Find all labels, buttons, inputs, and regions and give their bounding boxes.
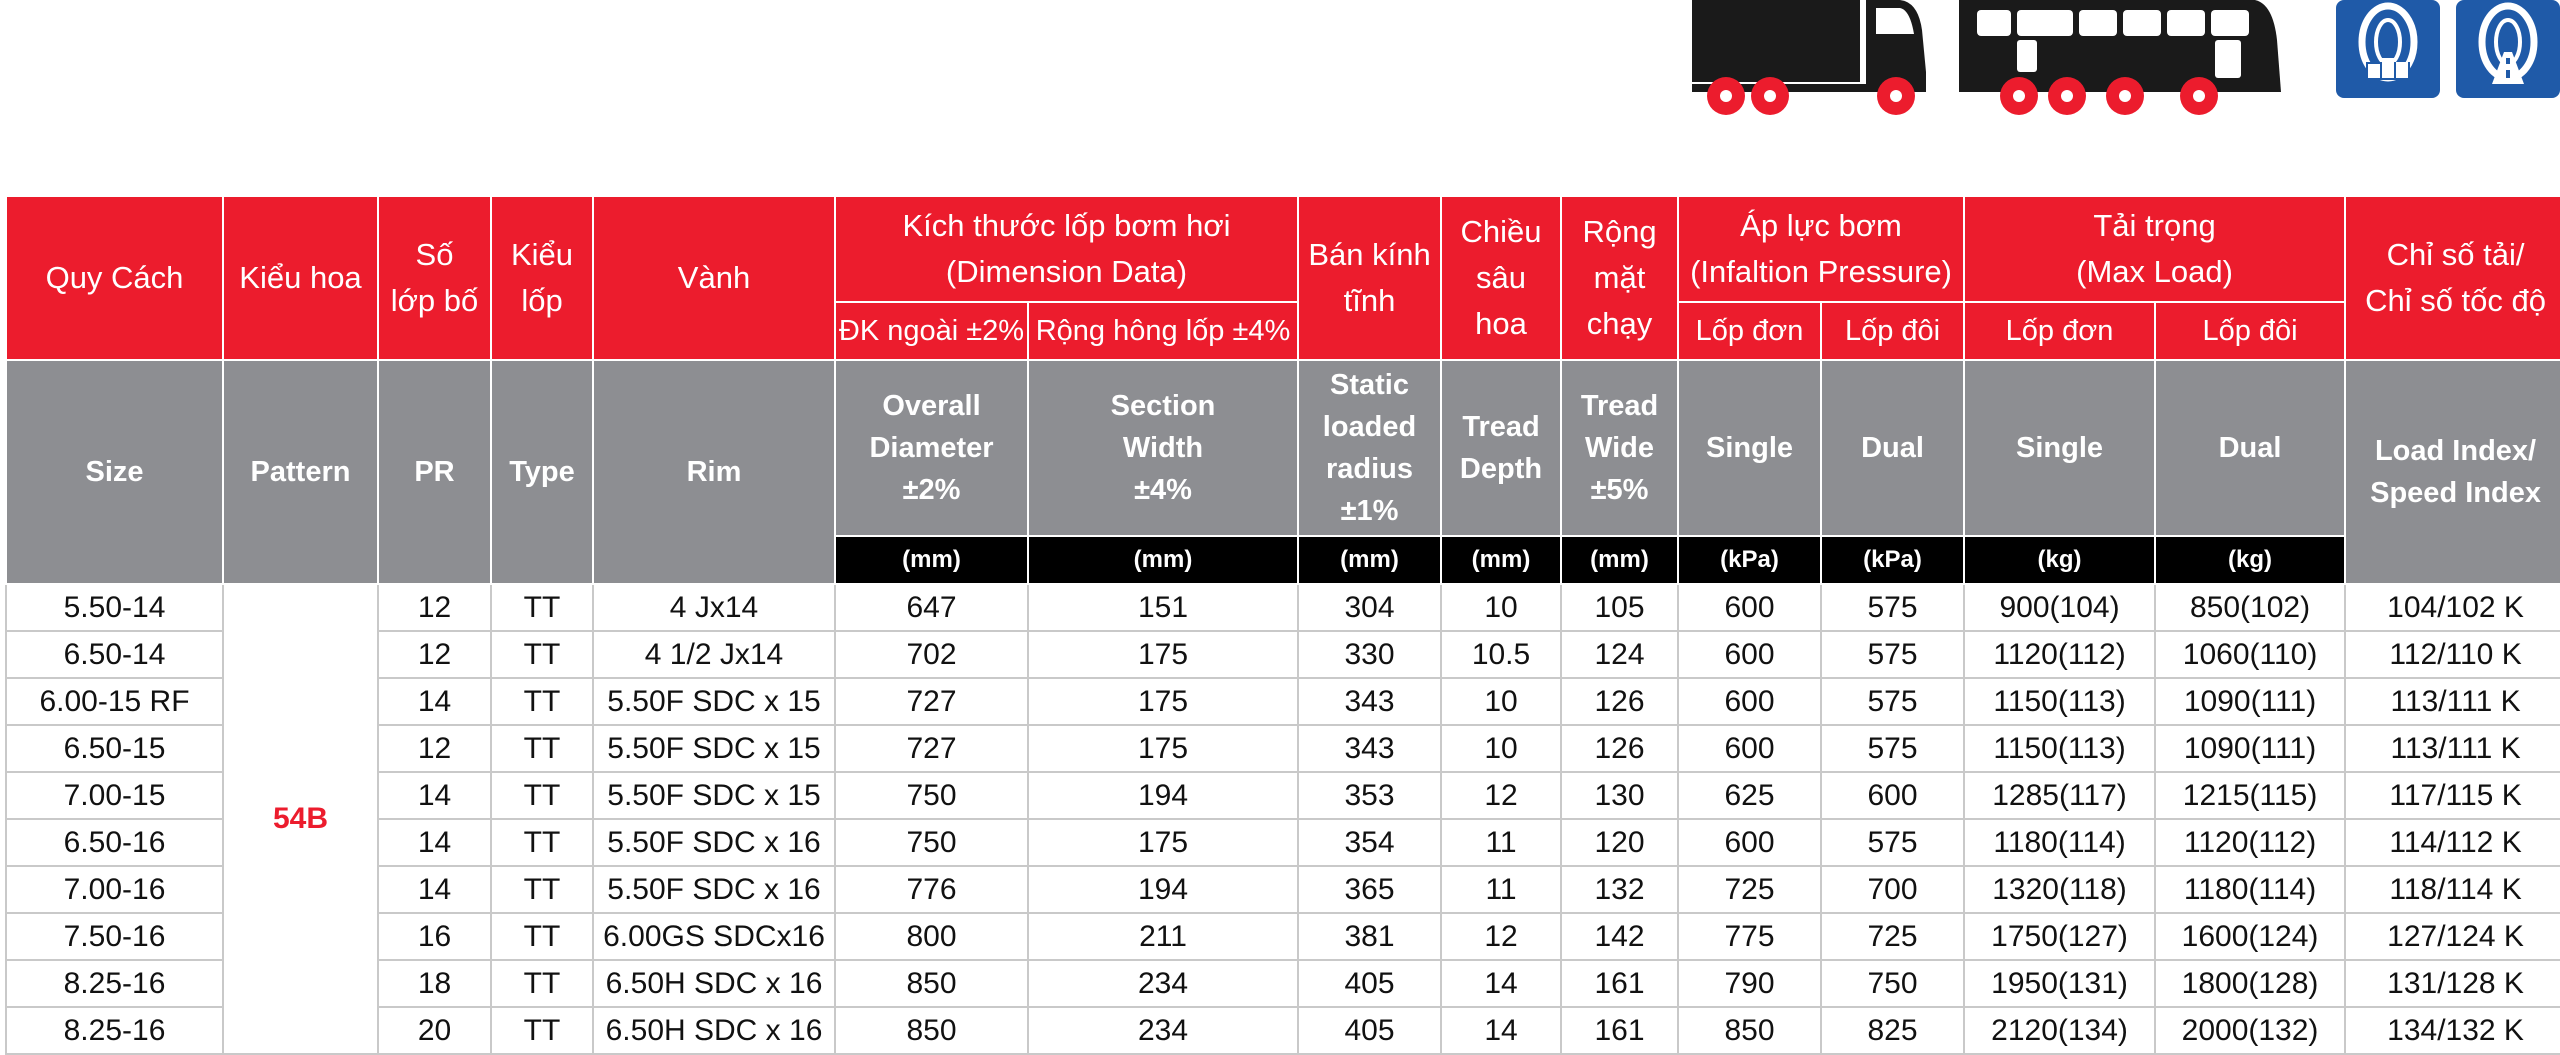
highway-tire-icon — [2336, 0, 2440, 98]
overall-diameter-cell: 850 — [835, 960, 1028, 1007]
static-radius-cell: 353 — [1298, 772, 1441, 819]
rim-cell: 4 Jx14 — [593, 584, 835, 631]
truck-icon — [1690, 0, 1930, 118]
rim-cell: 5.50F SDC x 16 — [593, 866, 835, 913]
rim-cell: 6.50H SDC x 16 — [593, 1007, 835, 1054]
section-width-cell: 175 — [1028, 631, 1298, 678]
unit-cell: (mm) — [1028, 536, 1298, 584]
load-speed-index-cell: 114/112 K — [2345, 819, 2560, 866]
pr-cell: 14 — [378, 866, 491, 913]
col-load-dual-vi: Lốp đôi — [2155, 302, 2345, 360]
col-pressure-dual-en: Dual — [1821, 360, 1964, 536]
section-width-cell: 234 — [1028, 1007, 1298, 1054]
size-cell: 8.25-16 — [6, 1007, 223, 1054]
col-tread-depth-vi: Chiều sâu hoa — [1441, 196, 1561, 360]
load-dual-cell: 1600(124) — [2155, 913, 2345, 960]
load-single-cell: 900(104) — [1964, 584, 2155, 631]
col-section-en: Section Width ±4% — [1028, 360, 1298, 536]
load-dual-cell: 1090(111) — [2155, 678, 2345, 725]
col-static-radius-vi: Bán kính tĩnh — [1298, 196, 1441, 360]
size-cell: 6.50-14 — [6, 631, 223, 678]
section-width-cell: 211 — [1028, 913, 1298, 960]
tread-depth-cell: 10.5 — [1441, 631, 1561, 678]
overall-diameter-cell: 727 — [835, 678, 1028, 725]
col-rim-en: Rim — [593, 360, 835, 584]
type-cell: TT — [491, 584, 593, 631]
tire-spec-table — [5, 195, 2560, 1055]
overall-diameter-cell: 850 — [835, 1007, 1028, 1054]
pressure-dual-cell: 750 — [1821, 960, 1964, 1007]
size-cell: 5.50-14 — [6, 584, 223, 631]
pr-cell: 12 — [378, 584, 491, 631]
load-single-cell: 1285(117) — [1964, 772, 2155, 819]
load-dual-cell: 850(102) — [2155, 584, 2345, 631]
section-width-cell: 175 — [1028, 678, 1298, 725]
col-pr-vi: Số lớp bố — [378, 196, 491, 360]
load-single-cell: 1750(127) — [1964, 913, 2155, 960]
unit-cell: (kg) — [1964, 536, 2155, 584]
size-cell: 7.00-16 — [6, 866, 223, 913]
static-radius-cell: 354 — [1298, 819, 1441, 866]
pressure-dual-cell: 825 — [1821, 1007, 1964, 1054]
size-cell: 6.50-15 — [6, 725, 223, 772]
section-width-cell: 151 — [1028, 584, 1298, 631]
table-row — [6, 819, 2560, 866]
type-cell: TT — [491, 1007, 593, 1054]
overall-diameter-cell: 750 — [835, 819, 1028, 866]
unit-cell: (kPa) — [1678, 536, 1821, 584]
table-row — [6, 631, 2560, 678]
col-rim-vi: Vành — [593, 196, 835, 360]
load-dual-cell: 1215(115) — [2155, 772, 2345, 819]
tread-wide-cell: 161 — [1561, 1007, 1678, 1054]
type-cell: TT — [491, 866, 593, 913]
load-speed-index-cell: 131/128 K — [2345, 960, 2560, 1007]
rim-cell: 6.00GS SDCx16 — [593, 913, 835, 960]
load-single-cell: 1320(118) — [1964, 866, 2155, 913]
tread-wide-cell: 126 — [1561, 678, 1678, 725]
pressure-dual-cell: 575 — [1821, 725, 1964, 772]
tread-wide-cell: 124 — [1561, 631, 1678, 678]
pressure-single-cell: 625 — [1678, 772, 1821, 819]
unit-cell: (mm) — [1561, 536, 1678, 584]
tread-wide-cell: 130 — [1561, 772, 1678, 819]
table-body — [6, 584, 2560, 1054]
table-row — [6, 725, 2560, 772]
table-row — [6, 678, 2560, 725]
overall-diameter-cell: 727 — [835, 725, 1028, 772]
load-speed-index-cell: 113/111 K — [2345, 678, 2560, 725]
rim-cell: 5.50F SDC x 15 — [593, 725, 835, 772]
pressure-dual-cell: 600 — [1821, 772, 1964, 819]
section-width-cell: 234 — [1028, 960, 1298, 1007]
tread-wide-cell: 161 — [1561, 960, 1678, 1007]
rim-cell: 4 1/2 Jx14 — [593, 631, 835, 678]
pressure-single-cell: 790 — [1678, 960, 1821, 1007]
load-speed-index-cell: 118/114 K — [2345, 866, 2560, 913]
col-static-en: Static loaded radius ±1% — [1298, 360, 1441, 536]
col-load-dual-en: Dual — [2155, 360, 2345, 536]
unit-cell: (kPa) — [1821, 536, 1964, 584]
tread-depth-cell: 14 — [1441, 1007, 1561, 1054]
pressure-single-cell: 725 — [1678, 866, 1821, 913]
load-single-cell: 1150(113) — [1964, 678, 2155, 725]
tread-depth-cell: 12 — [1441, 772, 1561, 819]
rim-cell: 5.50F SDC x 15 — [593, 772, 835, 819]
col-tread-wide-vi: Rộng mặt chạy — [1561, 196, 1678, 360]
type-cell: TT — [491, 960, 593, 1007]
tread-depth-cell: 11 — [1441, 819, 1561, 866]
tread-wide-cell: 142 — [1561, 913, 1678, 960]
col-type-en: Type — [491, 360, 593, 584]
section-width-cell: 194 — [1028, 866, 1298, 913]
type-cell: TT — [491, 631, 593, 678]
col-load-vi: Tải trọng (Max Load) — [1964, 196, 2345, 302]
pr-cell: 16 — [378, 913, 491, 960]
pressure-single-cell: 600 — [1678, 725, 1821, 772]
col-pattern-vi: Kiểu hoa — [223, 196, 378, 360]
col-overall-diameter-vi: ĐK ngoài ±2% — [835, 302, 1028, 360]
type-cell: TT — [491, 819, 593, 866]
load-single-cell: 1950(131) — [1964, 960, 2155, 1007]
col-section-width-vi: Rộng hông lốp ±4% — [1028, 302, 1298, 360]
col-tread-depth-en: Tread Depth — [1441, 360, 1561, 536]
static-radius-cell: 365 — [1298, 866, 1441, 913]
col-overall-en: Overall Diameter ±2% — [835, 360, 1028, 536]
unit-cell: (kg) — [2155, 536, 2345, 584]
tread-wide-cell: 120 — [1561, 819, 1678, 866]
pressure-dual-cell: 575 — [1821, 819, 1964, 866]
table-row — [6, 772, 2560, 819]
overall-diameter-cell: 702 — [835, 631, 1028, 678]
load-single-cell: 2120(134) — [1964, 1007, 2155, 1054]
road-tire-icon — [2456, 0, 2560, 98]
load-single-cell: 1180(114) — [1964, 819, 2155, 866]
load-single-cell: 1150(113) — [1964, 725, 2155, 772]
col-pressure-dual-vi: Lốp đôi — [1821, 302, 1964, 360]
rim-cell: 5.50F SDC x 15 — [593, 678, 835, 725]
type-cell: TT — [491, 725, 593, 772]
type-cell: TT — [491, 678, 593, 725]
load-speed-index-cell: 112/110 K — [2345, 631, 2560, 678]
tread-depth-cell: 12 — [1441, 913, 1561, 960]
rim-cell: 5.50F SDC x 16 — [593, 819, 835, 866]
static-radius-cell: 405 — [1298, 1007, 1441, 1054]
static-radius-cell: 304 — [1298, 584, 1441, 631]
rim-cell: 6.50H SDC x 16 — [593, 960, 835, 1007]
pr-cell: 14 — [378, 678, 491, 725]
pr-cell: 18 — [378, 960, 491, 1007]
tread-wide-cell: 105 — [1561, 584, 1678, 631]
load-dual-cell: 2000(132) — [2155, 1007, 2345, 1054]
pr-cell: 20 — [378, 1007, 491, 1054]
section-width-cell: 194 — [1028, 772, 1298, 819]
pr-cell: 14 — [378, 819, 491, 866]
size-cell: 7.00-15 — [6, 772, 223, 819]
section-width-cell: 175 — [1028, 819, 1298, 866]
static-radius-cell: 381 — [1298, 913, 1441, 960]
static-radius-cell: 343 — [1298, 725, 1441, 772]
table-row — [6, 584, 2560, 631]
size-cell: 6.50-16 — [6, 819, 223, 866]
col-tread-wide-en: Tread Wide ±5% — [1561, 360, 1678, 536]
size-cell: 7.50-16 — [6, 913, 223, 960]
load-dual-cell: 1090(111) — [2155, 725, 2345, 772]
overall-diameter-cell: 750 — [835, 772, 1028, 819]
tread-depth-cell: 11 — [1441, 866, 1561, 913]
pressure-single-cell: 600 — [1678, 678, 1821, 725]
static-radius-cell: 330 — [1298, 631, 1441, 678]
static-radius-cell: 343 — [1298, 678, 1441, 725]
unit-cell: (mm) — [1298, 536, 1441, 584]
col-index-en: Load Index/ Speed Index — [2345, 360, 2560, 584]
col-type-vi: Kiểu lốp — [491, 196, 593, 360]
pressure-single-cell: 600 — [1678, 819, 1821, 866]
load-speed-index-cell: 117/115 K — [2345, 772, 2560, 819]
unit-cell: (mm) — [1441, 536, 1561, 584]
pr-cell: 12 — [378, 725, 491, 772]
tread-depth-cell: 10 — [1441, 678, 1561, 725]
col-pressure-vi: Áp lực bơm (Infaltion Pressure) — [1678, 196, 1964, 302]
overall-diameter-cell: 800 — [835, 913, 1028, 960]
pressure-dual-cell: 575 — [1821, 678, 1964, 725]
load-speed-index-cell: 134/132 K — [2345, 1007, 2560, 1054]
col-pr-en: PR — [378, 360, 491, 584]
tread-wide-cell: 132 — [1561, 866, 1678, 913]
tread-depth-cell: 14 — [1441, 960, 1561, 1007]
pressure-single-cell: 775 — [1678, 913, 1821, 960]
pattern-cell: 54B — [223, 584, 378, 1054]
size-cell: 6.00-15 RF — [6, 678, 223, 725]
col-pressure-single-en: Single — [1678, 360, 1821, 536]
header-row-en — [6, 360, 2560, 536]
col-pressure-single-vi: Lốp đơn — [1678, 302, 1821, 360]
pressure-single-cell: 850 — [1678, 1007, 1821, 1054]
col-dimension-vi: Kích thước lốp bơm hơi (Dimension Data) — [835, 196, 1298, 302]
col-size-en: Size — [6, 360, 223, 584]
table-row — [6, 960, 2560, 1007]
pr-cell: 12 — [378, 631, 491, 678]
static-radius-cell: 405 — [1298, 960, 1441, 1007]
size-cell: 8.25-16 — [6, 960, 223, 1007]
pr-cell: 14 — [378, 772, 491, 819]
pressure-dual-cell: 575 — [1821, 584, 1964, 631]
type-cell: TT — [491, 772, 593, 819]
pressure-single-cell: 600 — [1678, 584, 1821, 631]
vehicle-icons — [0, 0, 2560, 190]
pressure-single-cell: 600 — [1678, 631, 1821, 678]
pressure-dual-cell: 575 — [1821, 631, 1964, 678]
section-width-cell: 175 — [1028, 725, 1298, 772]
col-index-vi: Chỉ số tải/ Chỉ số tốc độ — [2345, 196, 2560, 360]
overall-diameter-cell: 776 — [835, 866, 1028, 913]
bus-icon — [1955, 0, 2290, 118]
table-row — [6, 913, 2560, 960]
load-speed-index-cell: 113/111 K — [2345, 725, 2560, 772]
table-row — [6, 866, 2560, 913]
load-speed-index-cell: 104/102 K — [2345, 584, 2560, 631]
pressure-dual-cell: 725 — [1821, 913, 1964, 960]
load-dual-cell: 1800(128) — [2155, 960, 2345, 1007]
pressure-dual-cell: 700 — [1821, 866, 1964, 913]
load-dual-cell: 1120(112) — [2155, 819, 2345, 866]
load-dual-cell: 1180(114) — [2155, 866, 2345, 913]
type-cell: TT — [491, 913, 593, 960]
tread-depth-cell: 10 — [1441, 725, 1561, 772]
unit-cell: (mm) — [835, 536, 1028, 584]
load-dual-cell: 1060(110) — [2155, 631, 2345, 678]
col-pattern-en: Pattern — [223, 360, 378, 584]
col-size-vi: Quy Cách — [6, 196, 223, 360]
col-load-single-vi: Lốp đơn — [1964, 302, 2155, 360]
tread-wide-cell: 126 — [1561, 725, 1678, 772]
col-load-single-en: Single — [1964, 360, 2155, 536]
tread-depth-cell: 10 — [1441, 584, 1561, 631]
load-speed-index-cell: 127/124 K — [2345, 913, 2560, 960]
overall-diameter-cell: 647 — [835, 584, 1028, 631]
load-single-cell: 1120(112) — [1964, 631, 2155, 678]
header-row-vi-1 — [6, 196, 2560, 302]
